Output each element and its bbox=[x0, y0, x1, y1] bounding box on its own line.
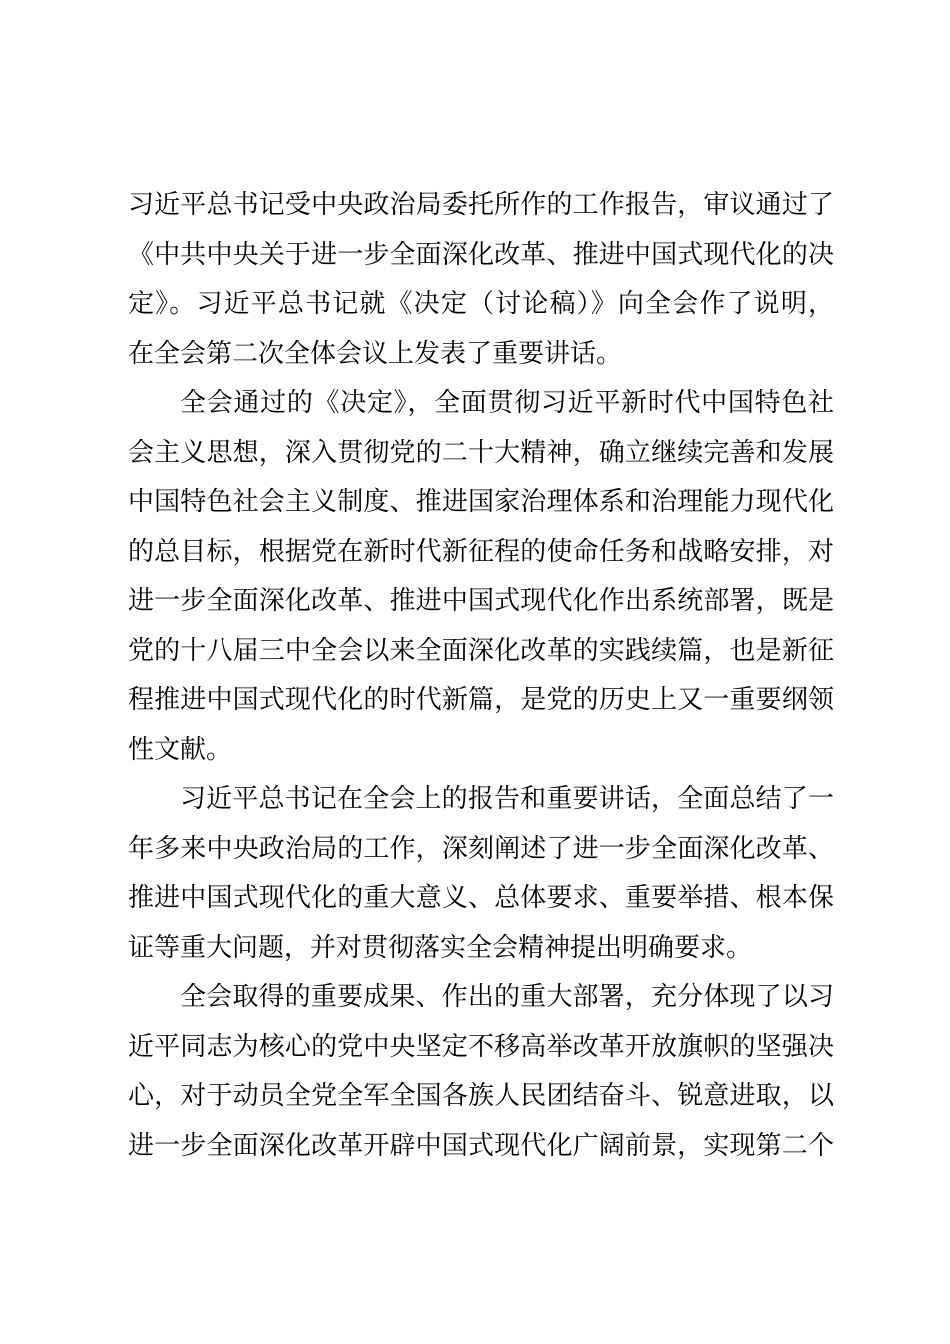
text-line: 习近平总书记在全会上的报告和重要讲话，全面总结了一 bbox=[180, 784, 834, 814]
text-line: 年多来中央政治局的工作，深刻阐述了进一步全面深化改革、 bbox=[128, 833, 834, 864]
paragraph bbox=[128, 379, 834, 775]
text-line: 党的十八届三中全会以来全面深化改革的实践续篇，也是新征 bbox=[128, 635, 834, 666]
text-line: 近平同志为核心的党中央坚定不移高举改革开放旗帜的坚强决 bbox=[128, 1031, 834, 1062]
paragraph bbox=[128, 775, 834, 973]
text-line: 性文献。 bbox=[128, 734, 233, 765]
text-line: 推进中国式现代化的重大意义、总体要求、重要举措、根本保 bbox=[128, 883, 834, 913]
text-line: 中国特色社会主义制度、推进国家治理体系和治理能力现代化 bbox=[128, 487, 834, 517]
text-line: 证等重大问题，并对贯彻落实全会精神提出明确要求。 bbox=[128, 932, 753, 963]
text-line: 进一步全面深化改革开辟中国式现代化广阔前景，实现第二个 bbox=[128, 1130, 834, 1161]
text-line: 会主义思想，深入贯彻党的二十大精神，确立继续完善和发展 bbox=[128, 437, 834, 468]
text-line: 习近平总书记受中央政治局委托所作的工作报告，审议通过了 bbox=[128, 190, 834, 220]
text-line: 在全会第二次全体会议上发表了重要讲话。 bbox=[128, 338, 623, 369]
text-line: 进一步全面深化改革、推进中国式现代化作出系统部署，既是 bbox=[128, 586, 834, 616]
text-line: 的总目标，根据党在新时代新征程的使命任务和战略安排，对 bbox=[128, 536, 834, 567]
text-line: 全会通过的《决定》，全面贯彻习近平新时代中国特色社 bbox=[180, 388, 834, 418]
document-body bbox=[128, 181, 834, 1171]
text-line: 心，对于动员全党全军全国各族人民团结奋斗、锐意进取，以 bbox=[128, 1081, 834, 1111]
text-line: 程推进中国式现代化的时代新篇，是党的历史上又一重要纲领 bbox=[128, 685, 834, 715]
paragraph bbox=[128, 973, 834, 1171]
paragraph bbox=[128, 181, 834, 379]
text-line: 全会取得的重要成果、作出的重大部署，充分体现了以习 bbox=[180, 982, 834, 1012]
text-line: 《中共中央关于进一步全面深化改革、推进中国式现代化的决 bbox=[128, 239, 834, 270]
text-line: 定》。习近平总书记就《决定（讨论稿）》向全会作了说明， bbox=[128, 289, 834, 319]
